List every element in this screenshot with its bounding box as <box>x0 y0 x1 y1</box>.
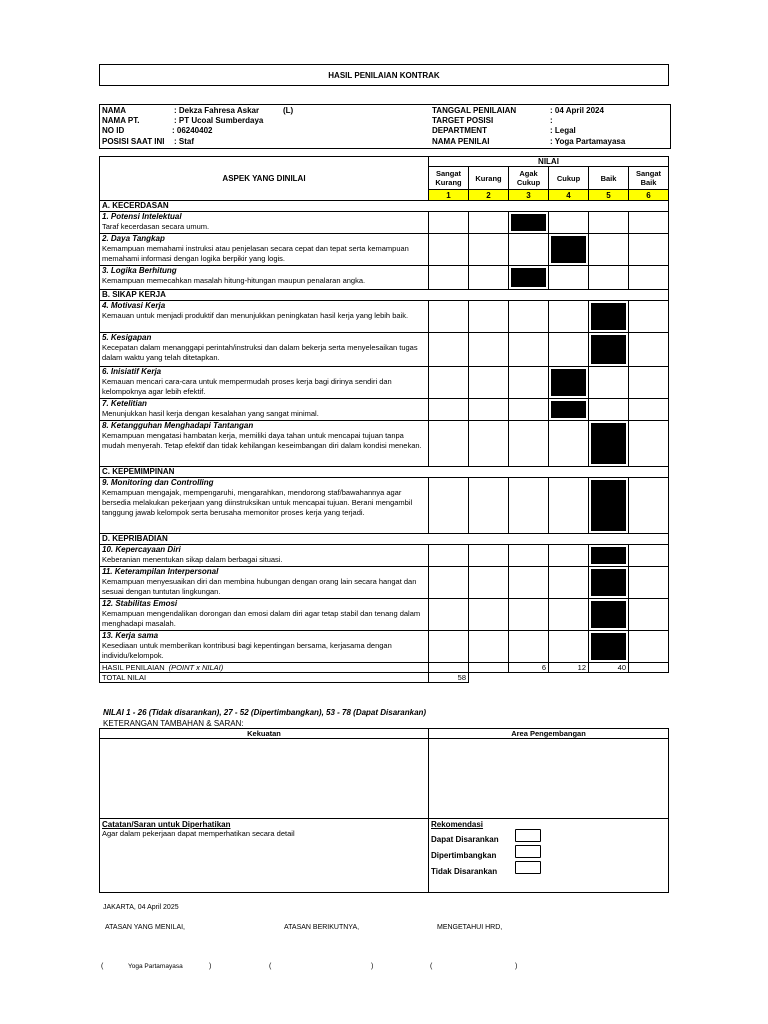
tanggal-label: TANGGAL PENILAIAN <box>432 106 517 115</box>
score-cell-2[interactable] <box>469 367 509 399</box>
score-cell-6[interactable] <box>629 301 669 333</box>
score-cell-3[interactable] <box>509 212 549 234</box>
score-cell-4[interactable] <box>549 399 589 421</box>
scale-number-1: 1 <box>429 190 469 201</box>
aspect-cell <box>100 333 429 367</box>
table-row <box>100 234 669 266</box>
scale-label-4: Cukup <box>549 167 589 190</box>
score-cell-2[interactable] <box>469 234 509 266</box>
score-cell-2[interactable] <box>469 212 509 234</box>
score-cell-3[interactable] <box>509 599 549 631</box>
nama-label: NAMA <box>102 106 126 115</box>
score-cell-3[interactable] <box>509 478 549 534</box>
score-cell-3[interactable] <box>509 234 549 266</box>
score-cell-3[interactable] <box>509 421 549 467</box>
score-cell-6[interactable] <box>629 599 669 631</box>
aspect-name: 7. Ketelitian <box>102 399 147 408</box>
score-cell-3[interactable] <box>509 567 549 599</box>
aspect-cell <box>100 301 429 333</box>
aspect-description: Kemampuan mengendalikan dorongan dan emosi dalam diri agar tetap stabil dan tenang dalam menghadapi masalah. <box>102 609 421 628</box>
score-cell-1[interactable] <box>429 421 469 467</box>
selected-score-mark <box>591 633 626 660</box>
pt-label: NAMA PT. <box>102 116 140 125</box>
score-cell-5[interactable] <box>589 599 629 631</box>
score-cell-6[interactable] <box>629 631 669 663</box>
rekom-pertimbang-checkbox[interactable] <box>515 845 541 858</box>
hasil-label-cell <box>100 663 429 673</box>
score-cell-6[interactable] <box>629 266 669 290</box>
area-header: Area Pengembangan <box>429 729 669 739</box>
kekuatan-header: Kekuatan <box>100 729 429 739</box>
pt-value: : PT Ucoal Sumberdaya <box>174 116 264 125</box>
score-cell-4[interactable] <box>549 301 589 333</box>
aspect-description: Taraf kecerdasan secara umum. <box>102 222 210 231</box>
table-row <box>100 631 669 663</box>
score-cell-2[interactable] <box>469 478 509 534</box>
hasil-value-3: 6 <box>509 663 549 673</box>
score-cell-4[interactable] <box>549 266 589 290</box>
keterangan-label: KETERANGAN TAMBAHAN & SARAN: <box>103 719 244 728</box>
tanggal-value: : 04 April 2024 <box>550 106 604 115</box>
total-label: TOTAL NILAI <box>100 673 429 683</box>
score-cell-5[interactable] <box>589 333 629 367</box>
hasil-value-6 <box>629 663 669 673</box>
score-cell-1[interactable] <box>429 478 469 534</box>
scale-number-5: 5 <box>589 190 629 201</box>
hasil-value-1 <box>429 663 469 673</box>
kekuatan-field[interactable] <box>100 739 429 819</box>
id-label: NO ID <box>102 126 125 135</box>
selected-score-mark <box>551 236 586 263</box>
score-cell-2[interactable] <box>469 333 509 367</box>
score-cell-3[interactable] <box>509 333 549 367</box>
aspect-name: 9. Monitoring dan Controlling <box>102 478 214 487</box>
table-row <box>100 567 669 599</box>
scale-number-4: 4 <box>549 190 589 201</box>
aspek-header: ASPEK YANG DINILAI <box>100 157 429 201</box>
score-cell-6[interactable] <box>629 478 669 534</box>
table-row <box>100 266 669 290</box>
aspect-name: 5. Kesigapan <box>102 333 152 342</box>
penilai-value: : Yoga Partamayasa <box>550 137 626 146</box>
aspect-cell <box>100 631 429 663</box>
aspect-description: Kesediaan untuk memberikan kontribusi bagi kepentingan bersama, kerjasama dengan individu/kelompok. <box>102 641 392 660</box>
scale-label-1: Sangat Kurang <box>429 167 469 190</box>
aspect-name: 2. Daya Tangkap <box>102 234 165 243</box>
assessment-table <box>99 156 669 683</box>
score-cell-4[interactable] <box>549 234 589 266</box>
aspect-description: Kemauan untuk menjadi produktif dan menunjukkan peningkatan hasil kerja yang lebih baik. <box>102 311 409 320</box>
scale-label-2: Kurang <box>469 167 509 190</box>
penilai-label: NAMA PENILAI <box>432 137 490 146</box>
total-value: 58 <box>429 673 469 683</box>
score-cell-6[interactable] <box>629 212 669 234</box>
hasil-formula: (POINT x NILAI) <box>168 663 224 672</box>
aspect-cell <box>100 399 429 421</box>
selected-score-mark <box>591 480 626 531</box>
aspect-description: Kemauan mencari cara-cara untuk mempermudah proses kerja bagi dirinya sendiri dan kelompoknya agar lebih efektif. <box>102 377 392 396</box>
total-empty <box>469 673 669 683</box>
score-cell-2[interactable] <box>469 301 509 333</box>
score-cell-6[interactable] <box>629 367 669 399</box>
aspect-description: Kemampuan mengatasi hambatan kerja, memiliki daya tahan untuk mencapai tujuan tanpa mudah menyerah. Tetap efektif dan tidak kehilangan keseimbangan diri dalam kondisi menekan. <box>102 431 422 450</box>
score-cell-4[interactable] <box>549 212 589 234</box>
nilai-header: NILAI <box>429 157 669 167</box>
scale-label-3: Agak Cukup <box>509 167 549 190</box>
score-cell-5[interactable] <box>589 478 629 534</box>
selected-score-mark <box>511 214 546 231</box>
selected-score-mark <box>511 268 546 287</box>
aspect-description: Kemampuan menyesuaikan diri dan membina hubungan dengan orang lain secara hangat dan sesuai dengan tuntutan lingkungan. <box>102 577 417 596</box>
posisi-value: : Staf <box>174 137 194 146</box>
score-cell-1[interactable] <box>429 333 469 367</box>
aspect-cell <box>100 421 429 467</box>
table-row <box>100 399 669 421</box>
sign-paren-close-3: ) <box>515 963 518 970</box>
selected-score-mark <box>591 335 626 364</box>
selected-score-mark <box>551 369 586 396</box>
score-cell-5[interactable] <box>589 567 629 599</box>
score-cell-2[interactable] <box>469 599 509 631</box>
rekomendasi-cell <box>429 819 669 893</box>
score-cell-4[interactable] <box>549 333 589 367</box>
aspect-name: 11. Keterampilan Interpersonal <box>102 567 219 576</box>
aspect-cell <box>100 599 429 631</box>
aspect-cell <box>100 212 429 234</box>
atasan-berikut-label: ATASAN BERIKUTNYA, <box>284 924 360 931</box>
table-row <box>100 367 669 399</box>
hasil-value-4: 12 <box>549 663 589 673</box>
aspect-name: 6. Inisiatif Kerja <box>102 367 162 376</box>
table-row <box>100 301 669 333</box>
score-legend: NILAI 1 - 26 (Tidak disarankan), 27 - 52 (Dipertimbangkan), 53 - 78 (Dapat Disarankan) <box>103 708 427 717</box>
score-cell-4[interactable] <box>549 478 589 534</box>
score-cell-3[interactable] <box>509 399 549 421</box>
aspect-description: Keberanian menentukan sikap dalam berbagai situasi. <box>102 555 283 564</box>
scale-label-6: Sangat Baik <box>629 167 669 190</box>
score-cell-6[interactable] <box>629 421 669 467</box>
score-cell-4[interactable] <box>549 599 589 631</box>
selected-score-mark <box>591 601 626 628</box>
table-row <box>100 545 669 567</box>
hasil-value-2 <box>469 663 509 673</box>
sign-paren-open-2: ( <box>269 963 272 970</box>
score-cell-6[interactable] <box>629 333 669 367</box>
score-cell-1[interactable] <box>429 631 469 663</box>
nama-value: : Dekza Fahresa Askar <box>174 106 260 115</box>
score-cell-2[interactable] <box>469 631 509 663</box>
score-cell-4[interactable] <box>549 567 589 599</box>
score-cell-5[interactable] <box>589 234 629 266</box>
aspect-name: 13. Kerja sama <box>102 631 159 640</box>
selected-score-mark <box>551 401 586 418</box>
score-cell-1[interactable] <box>429 367 469 399</box>
section-header: A. KECERDASAN <box>100 201 669 212</box>
score-cell-5[interactable] <box>589 545 629 567</box>
page-title: HASIL PENILAIAN KONTRAK <box>99 64 669 86</box>
sign-paren-close-2: ) <box>371 963 374 970</box>
selected-score-mark <box>591 423 626 464</box>
section-header: D. KEPRIBADIAN <box>100 534 669 545</box>
area-field[interactable] <box>429 739 669 819</box>
aspect-description: Kemampuan memahami instruksi atau penjelasan secara cepat dan tepat serta kemampuan memahami informasi dengan logika berpikir yang logis. <box>102 244 409 263</box>
table-row <box>100 478 669 534</box>
score-cell-1[interactable] <box>429 266 469 290</box>
score-cell-1[interactable] <box>429 399 469 421</box>
rekom-tidak-label: Tidak Disarankan <box>431 867 498 876</box>
table-row <box>100 599 669 631</box>
score-cell-5[interactable] <box>589 367 629 399</box>
score-cell-3[interactable] <box>509 631 549 663</box>
employee-info <box>99 104 671 149</box>
score-cell-1[interactable] <box>429 301 469 333</box>
score-cell-2[interactable] <box>469 266 509 290</box>
aspect-cell <box>100 234 429 266</box>
hrd-label: MENGETAHUI HRD, <box>437 924 503 931</box>
score-cell-6[interactable] <box>629 399 669 421</box>
rekom-pertimbang-label: Dipertimbangkan <box>431 851 497 860</box>
score-cell-4[interactable] <box>549 367 589 399</box>
aspect-description: Kemampuan memecahkan masalah hitung-hitungan maupun penalaran angka. <box>102 276 366 285</box>
target-label: TARGET POSISI <box>432 116 494 125</box>
department-label: DEPARTMENT <box>432 126 487 135</box>
score-cell-4[interactable] <box>549 421 589 467</box>
catatan-text: Agar dalam pekerjaan dapat memperhatikan secara detail <box>102 829 295 838</box>
rekom-dapat-checkbox[interactable] <box>515 829 541 842</box>
atasan-label: ATASAN YANG MENILAI, <box>105 924 186 931</box>
sign-paren-open-3: ( <box>430 963 433 970</box>
place-date: JAKARTA, 04 April 2025 <box>103 904 179 911</box>
aspect-name: 10. Kepercayaan Diri <box>102 545 181 554</box>
aspect-cell <box>100 567 429 599</box>
score-cell-5[interactable] <box>589 212 629 234</box>
catatan-title: Catatan/Saran untuk Diperhatikan <box>102 820 231 829</box>
table-row <box>100 212 669 234</box>
scale-number-6: 6 <box>629 190 669 201</box>
score-cell-1[interactable] <box>429 599 469 631</box>
score-cell-1[interactable] <box>429 567 469 599</box>
score-cell-2[interactable] <box>469 545 509 567</box>
selected-score-mark <box>591 569 626 596</box>
score-cell-4[interactable] <box>549 545 589 567</box>
score-cell-3[interactable] <box>509 266 549 290</box>
aspect-name: 4. Motivasi Kerja <box>102 301 166 310</box>
score-cell-1[interactable] <box>429 234 469 266</box>
hasil-value-5: 40 <box>589 663 629 673</box>
aspect-name: 1. Potensi Intelektual <box>102 212 182 221</box>
section-header: C. KEPEMIMPINAN <box>100 467 669 478</box>
hasil-label: HASIL PENILAIAN <box>102 663 165 672</box>
sign-paren-open-1: ( <box>101 963 104 970</box>
posisi-label: POSISI SAAT INI <box>102 137 165 146</box>
target-value: : <box>550 116 553 125</box>
aspect-cell <box>100 266 429 290</box>
score-cell-1[interactable] <box>429 212 469 234</box>
score-cell-6[interactable] <box>629 567 669 599</box>
selected-score-mark <box>591 547 626 564</box>
scale-number-2: 2 <box>469 190 509 201</box>
scale-label-5: Baik <box>589 167 629 190</box>
score-cell-5[interactable] <box>589 266 629 290</box>
id-value: : 06240402 <box>172 126 213 135</box>
aspect-description: Menunjukkan hasil kerja dengan kesalahan yang sangat minimal. <box>102 409 319 418</box>
score-cell-5[interactable] <box>589 631 629 663</box>
score-cell-3[interactable] <box>509 367 549 399</box>
aspect-description: Kecepatan dalam menanggapi perintah/instruksi dan dalam bekerja serta menyelesaikan tugas dalam waktu yang telah ditetapkan. <box>102 343 418 362</box>
aspect-cell <box>100 478 429 534</box>
selected-score-mark <box>591 303 626 330</box>
aspect-cell <box>100 545 429 567</box>
aspect-description: Kemampuan mengajak, mempengaruhi, mengarahkan, mendorong staf/bawahannya agar bersedia melakukan pekerjaan yang diinstruksikan untuk mencapai tujuan. Berani mengambil tanggung jawab kelompok serta berusaha memonitor proses kerja yang terjadi. <box>102 488 413 517</box>
notes-table <box>99 728 669 893</box>
rekom-dapat-label: Dapat Disarankan <box>431 835 499 844</box>
score-cell-5[interactable] <box>589 421 629 467</box>
signature-name: Yoga Partamayasa <box>128 963 183 970</box>
score-cell-5[interactable] <box>589 301 629 333</box>
aspect-cell <box>100 367 429 399</box>
score-cell-6[interactable] <box>629 545 669 567</box>
aspect-name: 12. Stabilitas Emosi <box>102 599 178 608</box>
aspect-name: 8. Ketangguhan Menghadapi Tantangan <box>102 421 254 430</box>
section-header: B. SIKAP KERJA <box>100 290 669 301</box>
score-cell-4[interactable] <box>549 631 589 663</box>
score-cell-2[interactable] <box>469 421 509 467</box>
scale-number-3: 3 <box>509 190 549 201</box>
table-row <box>100 333 669 367</box>
table-row <box>100 421 669 467</box>
rekomendasi-title: Rekomendasi <box>431 820 484 829</box>
score-cell-3[interactable] <box>509 545 549 567</box>
score-cell-3[interactable] <box>509 301 549 333</box>
department-value: : Legal <box>550 126 576 135</box>
score-cell-2[interactable] <box>469 399 509 421</box>
aspect-name: 3. Logika Berhitung <box>102 266 177 275</box>
rekom-tidak-checkbox[interactable] <box>515 861 541 874</box>
score-cell-5[interactable] <box>589 399 629 421</box>
score-cell-1[interactable] <box>429 545 469 567</box>
score-cell-2[interactable] <box>469 567 509 599</box>
gender-value: (L) <box>283 106 294 115</box>
score-cell-6[interactable] <box>629 234 669 266</box>
sign-paren-close-1: ) <box>209 963 212 970</box>
catatan-cell[interactable] <box>100 819 429 893</box>
